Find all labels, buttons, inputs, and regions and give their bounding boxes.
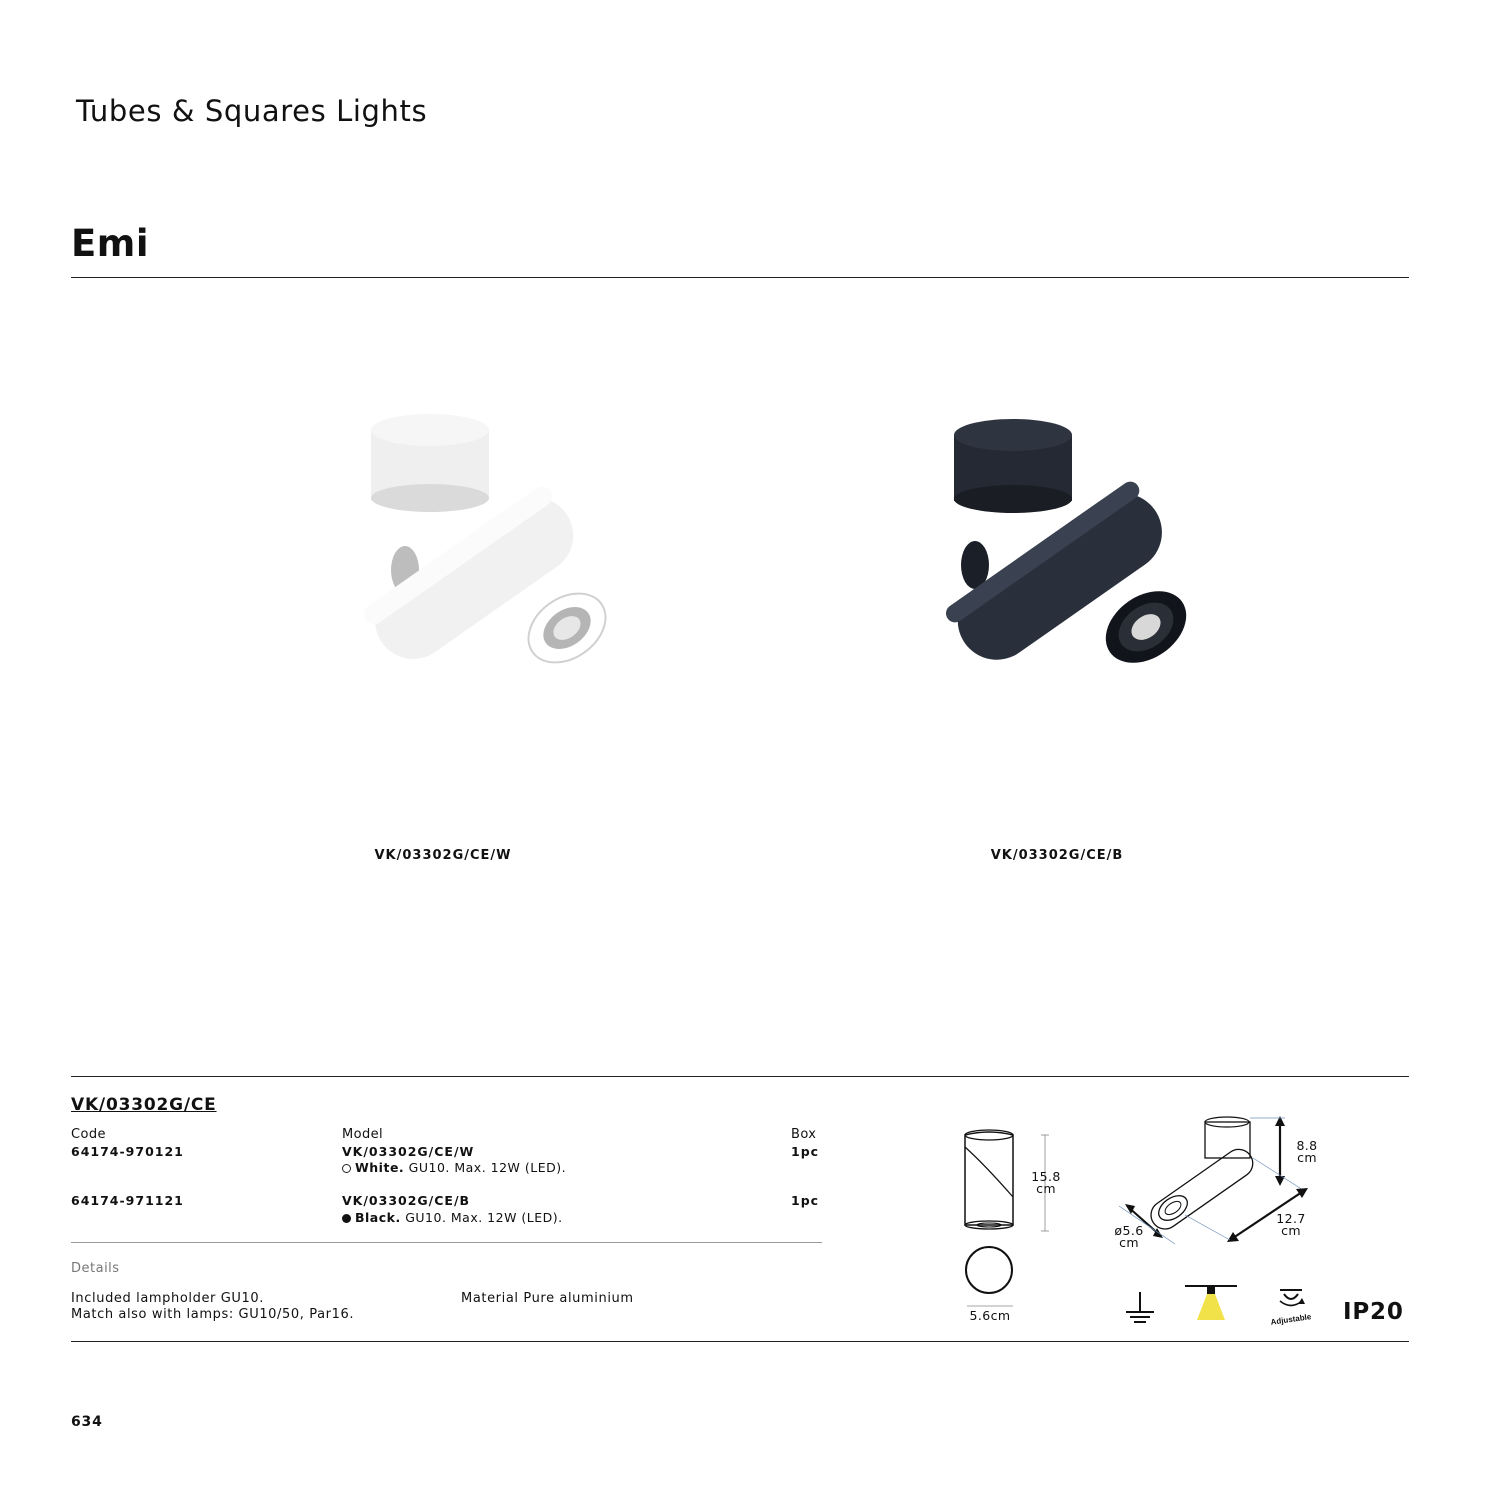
black-swatch-icon [342,1214,351,1223]
height-dimension: 15.8 cm [1031,1169,1061,1196]
top-height-dimension: 8.8 cm [1296,1138,1318,1165]
row-2-box: 1pc [791,1193,820,1208]
length-dimension: 12.7 cm [1276,1211,1306,1238]
tube-side-drawing [955,1125,1055,1335]
page-number: 634 [71,1414,103,1430]
box-header: Box [791,1127,817,1142]
details-divider [71,1242,822,1243]
product-title: Emi [71,222,150,265]
adjustable-icon [1262,1284,1320,1330]
diameter-dimension: 5.6cm [969,1308,1011,1323]
details-label: Details [71,1261,120,1276]
adjustable-label: Adjustable [1270,1312,1312,1327]
white-swatch-icon [342,1164,351,1173]
row-2-code: 64174-971121 [71,1193,184,1208]
section-title: Tubes & Squares Lights [76,94,428,128]
row-1-model: VK/03302G/CE/W [342,1144,475,1159]
product-image-black [920,415,1220,705]
product-image-white [335,410,635,700]
row-2-description: Black. GU10. Max. 12W (LED). [342,1210,563,1225]
product-label-black: VK/03302G/CE/B [990,848,1124,863]
divider-bottom [71,1341,1409,1342]
divider-middle [71,1076,1409,1077]
row-1-description: White. GU10. Max. 12W (LED). [342,1160,566,1175]
row-2-model: VK/03302G/CE/B [342,1193,471,1208]
earth-ground-icon [1122,1290,1158,1326]
tube-diameter-dimension: ø5.6 cm [1114,1223,1144,1250]
material-text: Material Pure aluminium [461,1291,634,1306]
family-code: VK/03302G/CE [71,1095,217,1115]
details-line-2: Match also with lamps: GU10/50, Par16. [71,1307,355,1322]
downlight-beam-icon [1183,1284,1239,1324]
model-header: Model [342,1127,384,1142]
row-1-box: 1pc [791,1144,820,1159]
divider-top [71,277,1409,278]
details-line-1: Included lampholder GU10. [71,1291,264,1306]
ip-rating: IP20 [1343,1299,1404,1325]
code-header: Code [71,1127,106,1142]
product-label-white: VK/03302G/CE/W [374,848,512,863]
row-1-code: 64174-970121 [71,1144,184,1159]
